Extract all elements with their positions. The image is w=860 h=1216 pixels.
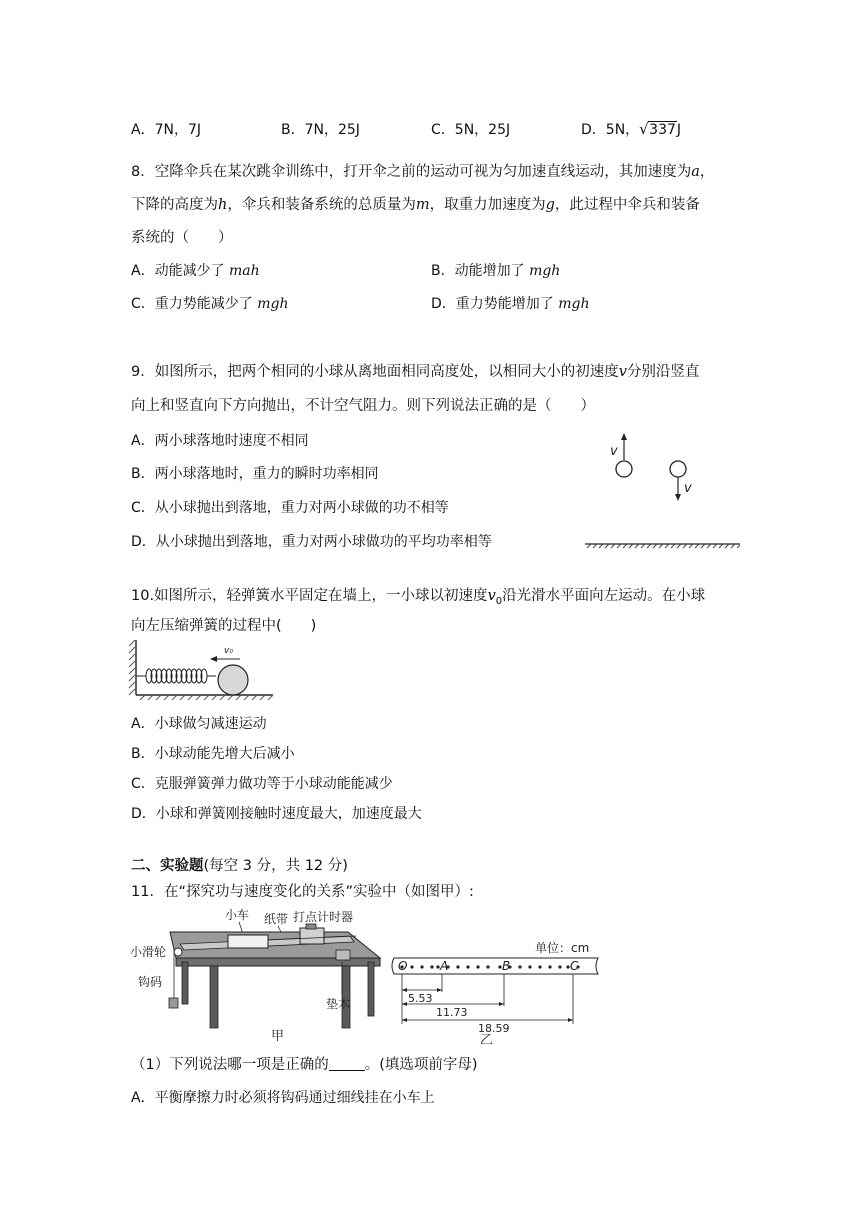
label-block: 垫木 (326, 997, 351, 1011)
point-b: B (502, 959, 511, 973)
unit-label: 单位：cm (535, 941, 590, 955)
label-pulley: 小滑轮 (130, 945, 167, 959)
pulley (174, 948, 182, 956)
q11-sub1: （1）下列说法哪一项是正确的 。(填选项前字母) (131, 1057, 478, 1073)
weight (169, 998, 178, 1008)
q10-figure (128, 638, 278, 700)
dist-2: 11.73 (436, 1006, 468, 1019)
ball-down (670, 461, 686, 477)
q9-figure (580, 430, 745, 555)
dist-1: 5.53 (408, 992, 433, 1005)
label-weight: 钩码 (138, 975, 163, 989)
label-car: 小车 (225, 908, 250, 922)
section-2-heading: 二、实验题(每空 3 分，共 12 分) (131, 858, 348, 874)
q9-option-d: D．从小球抛出到落地，重力对两小球做功的平均功率相等 (131, 534, 492, 550)
q10-option-b: B．小球动能先增大后减小 (131, 746, 295, 762)
caption-yi: 乙 (480, 1033, 494, 1044)
q11-figure-yi (390, 930, 608, 1044)
q10-option-c: C．克服弹簧弹力做功等于小球动能能减少 (131, 776, 393, 792)
q8-line-3: 系统的（ ） (131, 230, 233, 246)
q10-option-a: A．小球做匀减速运动 (131, 716, 267, 732)
q11-figure-jia (128, 906, 390, 1044)
q8-line-2: 下降的高度为h，伞兵和装备系统的总质量为m，取重力加速度为g，此过程中伞兵和装备 (131, 197, 700, 213)
q8-option-d: D．重力势能增加了 mgh (431, 296, 590, 312)
q8-option-c: C．重力势能减少了 mgh (131, 296, 289, 312)
spring (136, 669, 216, 683)
block (336, 950, 350, 960)
q9-line-1: 9．如图所示，把两个相同的小球从离地面相同高度处，以相同大小的初速度v分别沿竖直 (131, 364, 700, 380)
fig-label-v2: v (684, 481, 692, 496)
q10-line-1: 10.如图所示，轻弹簧水平固定在墙上，一小球以初速度$v_0$沿光滑水平面向左运动。在小球 (131, 588, 706, 607)
q11-intro: 11．在“探究功与速度变化的关系”实验中（如图甲）: (131, 884, 474, 900)
answer-blank[interactable] (329, 1056, 365, 1071)
q8-option-a: A．动能减少了 mah (131, 263, 260, 279)
fig-label-v1: v (610, 444, 618, 459)
label-timer: 打点计时器 (293, 910, 354, 924)
q7-option-a: A．7N，7J (131, 122, 201, 138)
q8-option-b: B．动能增加了 mgh (431, 263, 561, 279)
dist-3: 18.59 (478, 1022, 510, 1035)
sqrt-radical: √ 337 (639, 120, 676, 138)
q7-option-c: C．5N，25J (431, 122, 511, 138)
q9-option-a: A．两小球落地时速度不相同 (131, 433, 309, 449)
q7-option-b: B．7N，25J (281, 122, 360, 138)
q7-option-d: D．5N， √ 337J (581, 120, 682, 138)
q9-option-b: B．两小球落地时，重力的瞬时功率相同 (131, 466, 379, 482)
point-o: O (398, 959, 408, 973)
timer (300, 928, 324, 944)
q9-line-2: 向上和竖直向下方向抛出，不计空气阻力。则下列说法正确的是（ ） (131, 398, 595, 414)
caption-jia: 甲 (271, 1029, 285, 1044)
q8-line-1: 8．空降伞兵在某次跳伞训练中，打开伞之前的运动可视为匀加速直线运动，其加速度为a， (131, 164, 715, 180)
q11-option-a: A．平衡摩擦力时必须将钩码通过细线挂在小车上 (131, 1090, 435, 1106)
q10-option-d: D．小球和弹簧刚接触时速度最大，加速度最大 (131, 806, 422, 822)
point-c: C (570, 959, 579, 973)
ball-up (616, 461, 632, 477)
label-tape: 纸带 (264, 912, 289, 926)
q10-line-2: 向左压缩弹簧的过程中( ) (131, 618, 317, 634)
point-a: A (440, 959, 449, 973)
fig-label-v0: v₀ (224, 646, 233, 656)
car (228, 935, 268, 948)
ball (218, 665, 248, 695)
q9-option-c: C．从小球抛出到落地，重力对两小球做的功不相等 (131, 500, 449, 516)
